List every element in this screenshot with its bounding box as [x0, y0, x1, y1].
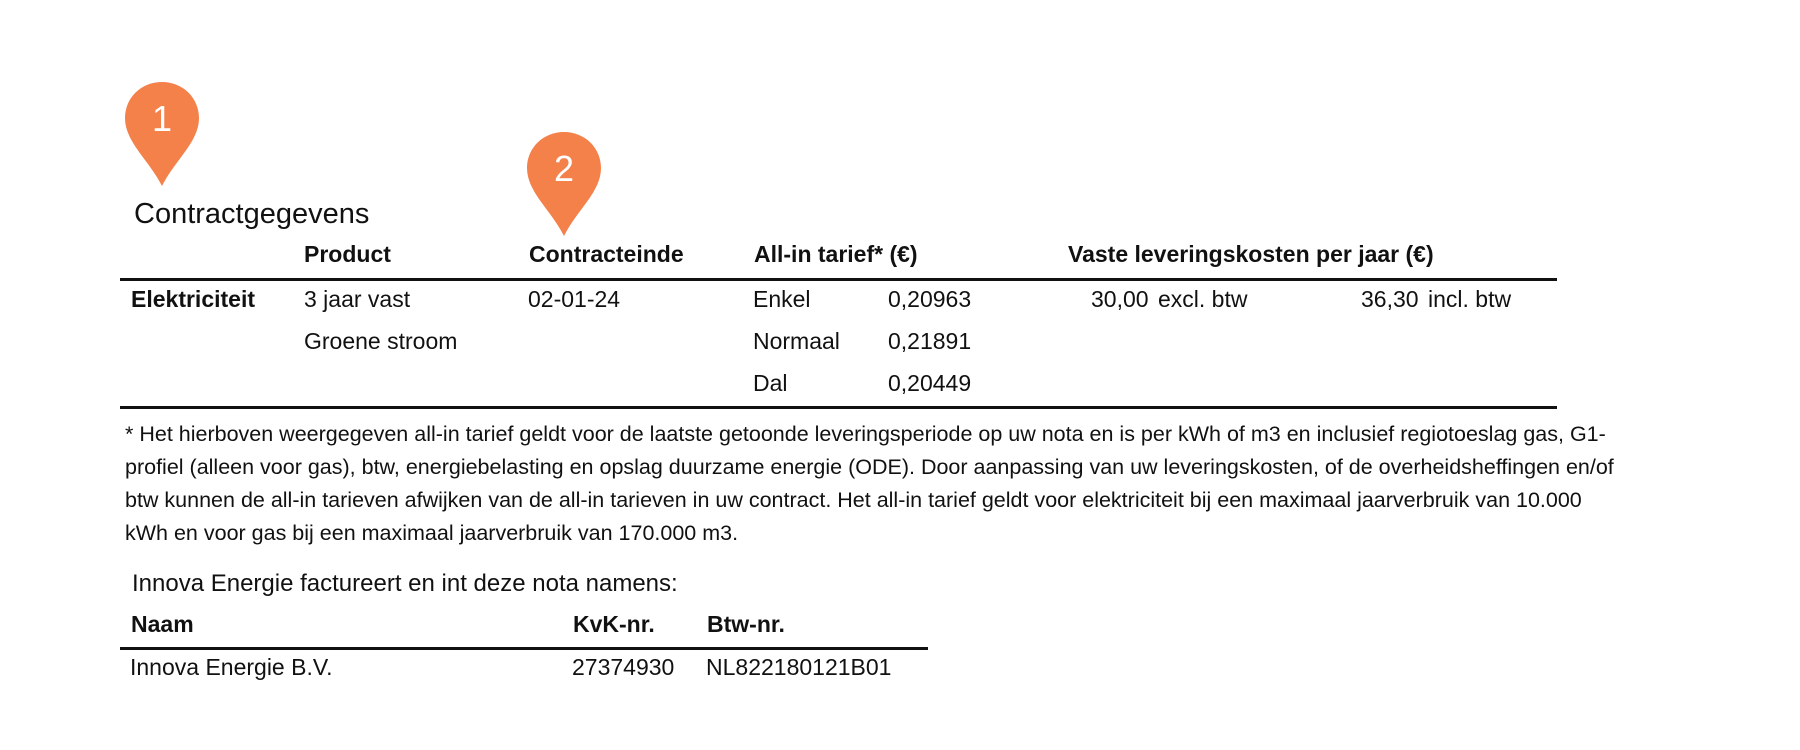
tariff-value: 0,20963: [888, 286, 972, 312]
product-line: 3 jaar vast: [304, 286, 411, 312]
tariff-footnote: [125, 418, 1670, 550]
table-rule-top: [120, 278, 1557, 281]
footnote-line: btw kunnen de all-in tarieven afwijken van de all-in tarieven in uw contract. Het all-in tarief geldt voor elektriciteit bij een maximaal jaarverbruik van 10.000: [125, 488, 1582, 512]
billing-intro: Innova Energie factureert en int deze nota namens:: [132, 570, 678, 597]
energy-type: Elektriciteit: [131, 286, 255, 312]
header-name: Naam: [131, 611, 194, 637]
tariff-value: 0,20449: [888, 370, 972, 396]
fixed-cost-excl-value: 30,00: [1091, 286, 1149, 312]
fixed-cost-incl-label: incl. btw: [1428, 286, 1512, 312]
product-line: Groene stroom: [304, 328, 458, 354]
header-product: Product: [304, 241, 391, 267]
fixed-cost-incl-value: 36,30: [1361, 286, 1419, 312]
company-name: Innova Energie B.V.: [130, 654, 333, 680]
header-fixed-costs: Vaste leveringskosten per jaar (€): [1068, 241, 1434, 267]
kvk-number: 27374930: [572, 654, 675, 680]
billing-table-rule: [120, 647, 928, 650]
header-all-in-tariff: All-in tarief* (€): [754, 241, 918, 267]
section-title: Contractgegevens: [134, 198, 370, 230]
location-pin-icon: [525, 130, 603, 238]
tariff-label: Normaal: [753, 328, 840, 354]
tariff-label: Enkel: [753, 286, 811, 312]
tariff-label: Dal: [753, 370, 788, 396]
contract-end-date: 02-01-24: [528, 286, 621, 312]
footnote-line: profiel (alleen voor gas), btw, energiebelasting en opslag duurzame energie (ODE). Door aanpassing van uw leveringskosten, of de overheidsheffingen en/of: [125, 455, 1614, 479]
footnote-line: * Het hierboven weergegeven all-in tarief geldt voor de laatste getoonde leveringsperiode op uw nota en is per kWh of m3 en inclusief regiotoeslag gas, G1-: [125, 422, 1606, 446]
table-rule-bottom: [120, 406, 1557, 409]
btw-number: NL822180121B01: [706, 654, 892, 680]
footnote-line: kWh en voor gas bij een maximaal jaarverbruik van 170.000 m3.: [125, 521, 739, 545]
tariff-value: 0,21891: [888, 328, 972, 354]
fixed-cost-excl-label: excl. btw: [1158, 286, 1248, 312]
header-btw: Btw-nr.: [707, 611, 785, 637]
location-pin-icon: [123, 80, 201, 188]
header-contract-end: Contracteinde: [529, 241, 684, 267]
marker-number: 1: [151, 98, 173, 139]
header-kvk: KvK-nr.: [573, 611, 655, 637]
marker-number: 2: [553, 148, 575, 189]
